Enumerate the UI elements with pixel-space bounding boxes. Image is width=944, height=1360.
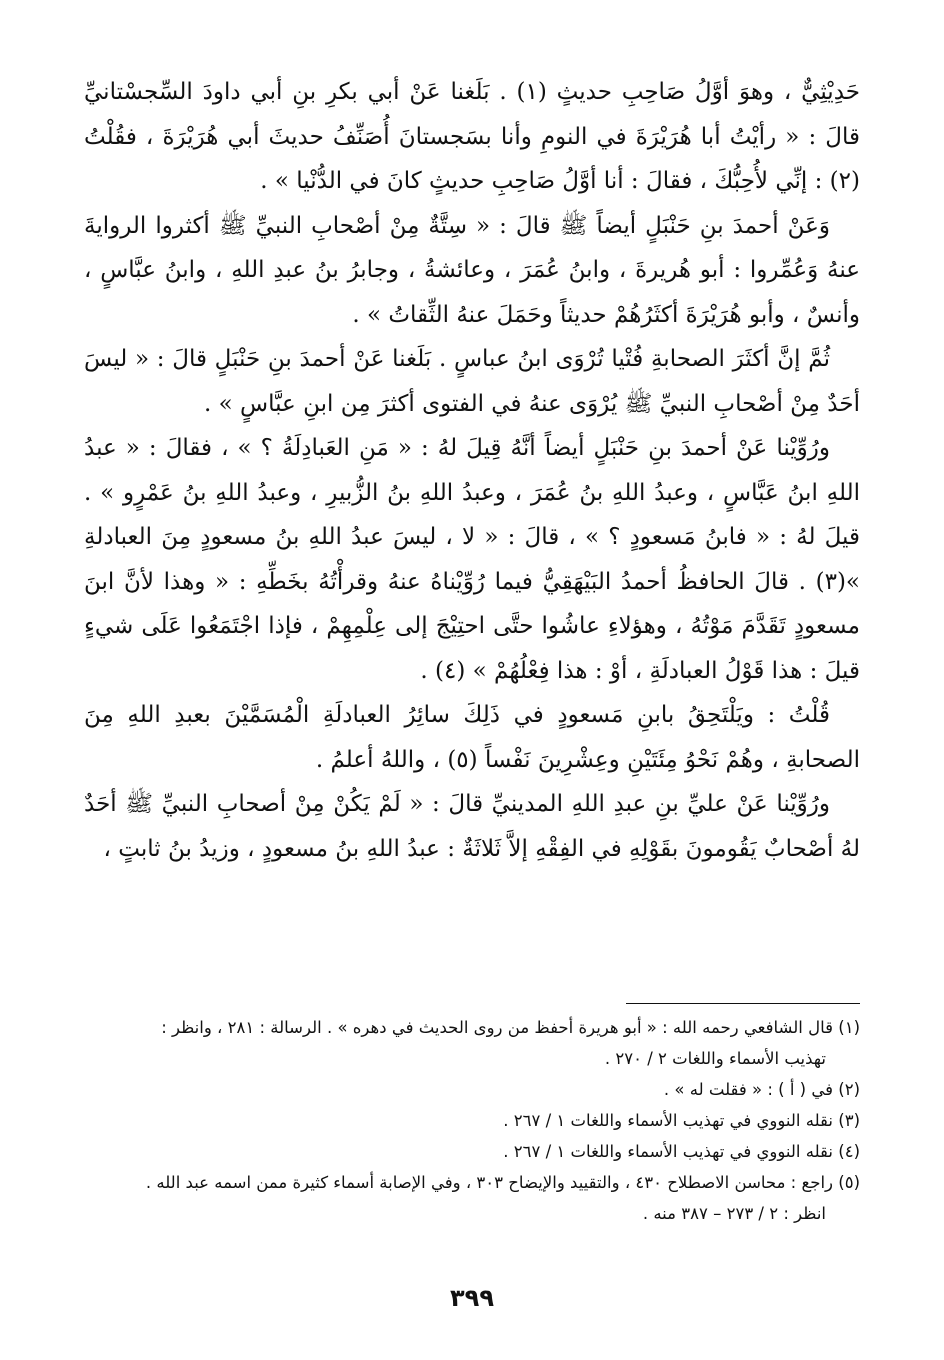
page-number: ٣٩٩ xyxy=(450,1284,494,1312)
footnote-5-continuation: انظر : ٢ / ٢٧٣ – ٣٨٧ منه . xyxy=(642,1204,826,1223)
main-text xyxy=(84,70,860,871)
paragraph-3: ثُمَّ إنَّ أكثَرَ الصحابةِ فُتْيا تُرْوَى ابنُ عباسٍ . بَلَغنا عَنْ أحمدَ بنِ حَنْبَلٍ قالَ : « ليسَ أحَدٌ مِنْ أصْحابِ النبيِّ ﷺ يُرْوَى عنهُ في الفتوى أكثرَ مِن ابنِ عبَّاسٍ » . xyxy=(84,346,860,417)
footnote-1-text: (١) قال الشافعي رحمه الله : « أبو هريرة أحفظ من روى الحديث في دهره » . الرسالة : ٢٨١ ، وانظر : xyxy=(161,1018,860,1037)
footnotes xyxy=(84,1012,860,1229)
paragraph-6: ورُوِّيْنا عَنْ عليِّ بنِ عبدِ اللهِ المدينيِّ قالَ : « لَمْ يَكُنْ مِنْ أصحابِ النبيِّ ﷺ أحَدٌ لهُ أصْحابٌ يَقُومونَ بقَوْلِهِ في الفِقْهِ إلاَّ ثَلاثَةٌ : عبدُ اللهِ بنُ مسعودٍ ، وزيدُ بنُ ثابتٍ ، xyxy=(84,791,860,862)
footnote-2-text: (٢) في ( أ ) : « فقلت له » . xyxy=(663,1080,860,1099)
footnote-2 xyxy=(84,1074,860,1105)
footnote-5-text: (٥) راجع : محاسن الاصطلاح ٤٣٠ ، والتقييد والإيضاح ٣٠٣ ، وفي الإصابة أسماء كثيرة ممن اسمه عبد الله . xyxy=(145,1173,860,1192)
footnote-1-continuation: تهذيب الأسماء واللغات ٢ / ٢٧٠ . xyxy=(604,1049,826,1068)
footnote-3 xyxy=(84,1105,860,1136)
footnote-4-text: (٤) نقله النووي في تهذيب الأسماء واللغات ١ / ٢٦٧ . xyxy=(503,1142,860,1161)
footnote-5 xyxy=(84,1167,860,1229)
paragraph-2: وَعَنْ أحمدَ بنِ حَنْبَلٍ أيضاً ﷺ قالَ : « سِتَّةٌ مِنْ أصْحابِ النبيِّ ﷺ أكثروا الروايةَ عنهُ وَعُمِّروا : أبو هُريرةَ ، وابنُ عُمَرَ ، وعائشةُ ، وجابرُ بنُ عبدِ اللهِ ، وابنُ عبَّاسٍ ، وأنسٌ ، وأبو هُرَيْرَةَ أكثَرُهُمْ حديثاً وحَمَلَ عنهُ الثِّقاتُ » . xyxy=(84,212,860,328)
paragraph-1: حَدِيْثِيٌّ ، وهوَ أوَّلُ صَاحِبِ حديثٍ (١) . بَلَغنا عَنْ أبي بكرِ بنِ أبي داودَ السِّجسْتانيِّ قالَ : « رأيْتُ أبا هُرَيْرَةَ في النومِ وأنا بسَجستانَ أُصَنِّفُ حديثَ أبي هُرَيْرَةَ ، فقُلْتُ (٢) : إنِّي لأُحِبُّكَ ، فقالَ : أنا أوَّلُ صَاحِبِ حديثٍ كانَ في الدُّنْيا » . xyxy=(84,79,860,194)
paragraph-4: ورُوِّيْنا عَنْ أحمدَ بنِ حَنْبَلٍ أيضاً أنَّهُ قِيلَ لهُ : « مَنِ العَبادِلَةُ ؟ » ، فقالَ : « عبدُ اللهِ ابنُ عَبَّاسٍ ، وعبدُ اللهِ بنُ عُمَرَ ، وعبدُ اللهِ بنُ الزُّبيرِ ، وعبدُ اللهِ بنُ عَمْرٍو » . قيلَ لهُ : « فابنُ مَسعودٍ ؟ » ، قالَ : « لا ، ليسَ عبدُ اللهِ بنُ مسعودٍ مِنَ العبادلةِ »(٣) . قالَ الحافظُ أحمدُ البَيْهَقِيُّ فيما رُوِّيْناهُ عنهُ وقرأْتُهُ بخَطِّهِ : « وهذا لأنَّ ابنَ مسعودٍ تَقَدَّمَ مَوْتُهُ ، وهؤلاءِ عاشُوا حتَّى احتِيْجَ إلى عِلْمِهِمْ ، فإذا اجْتَمَعُوا عَلَى شيءٍ قيلَ : هذا قَوْلُ العبادلَةِ ، أوْ : هذا فِعْلُهُمْ » (٤) . xyxy=(84,435,860,684)
footnote-divider xyxy=(626,1003,860,1004)
footnote-3-text: (٣) نقله النووي في تهذيب الأسماء واللغات ١ / ٢٦٧ . xyxy=(503,1111,860,1130)
footnote-4 xyxy=(84,1136,860,1167)
footnote-1 xyxy=(84,1012,860,1074)
paragraph-5: قُلْتُ : ويَلْتَحِقُ بابنِ مَسعودٍ في ذَلِكَ سائِرُ العبادلَةِ الْمُسَمَّيْنَ بعبدِ اللهِ مِنَ الصحابةِ ، وهُمْ نَحْوُ مِئَتَيْنِ وعِشْرِينَ نَفْساً (٥) ، واللهُ أعلمُ . xyxy=(84,702,860,773)
